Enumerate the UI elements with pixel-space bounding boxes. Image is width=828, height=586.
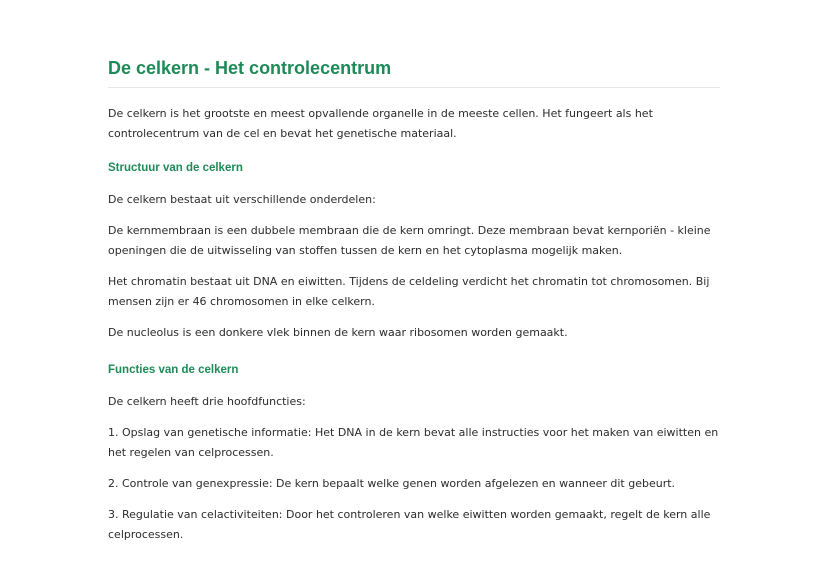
function-item-gene-expression: 2. Controle van genexpressie: De kern bepaalt welke genen worden afgelezen en wanneer dit gebeurt. — [108, 477, 676, 490]
article — [108, 56, 720, 545]
page-title: De celkern - Het controlecentrum — [108, 56, 720, 88]
function-item-storage: 1. Opslag van genetische informatie: Het DNA in de kern bevat alle instructies voor het maken van eiwitten en het regelen van celprocessen. — [108, 426, 719, 459]
section-heading-functions: Functies van de celkern — [108, 364, 239, 376]
functions-intro: De celkern heeft drie hoofdfuncties: — [108, 395, 306, 408]
structure-paragraph-chromatin: Het chromatin bestaat uit DNA en eiwitten. Tijdens de celdeling verdicht het chromatin tot chromosomen. Bij mensen zijn er 46 chromosomen in elke celkern. — [108, 275, 710, 308]
function-item-regulation: 3. Regulatie van celactiviteiten: Door het controleren van welke eiwitten worden gemaakt, regelt de kern alle celprocessen. — [108, 508, 711, 541]
intro-paragraph: De celkern is het grootste en meest opvallende organelle in de meeste cellen. Het fungeert als het controlecentrum van de cel en bevat het genetische materiaal. — [108, 107, 653, 140]
structure-paragraph-nucleolus: De nucleolus is een donkere vlek binnen de kern waar ribosomen worden gemaakt. — [108, 326, 568, 339]
structure-paragraph-membrane: De kernmembraan is een dubbele membraan die de kern omringt. Deze membraan bevat kernporiën - kleine openingen die de uitwisseling van stoffen tussen de kern en het cytoplasma mogelijk maken. — [108, 224, 711, 257]
structure-intro: De celkern bestaat uit verschillende onderdelen: — [108, 193, 376, 206]
section-heading-structure: Structuur van de celkern — [108, 162, 243, 174]
